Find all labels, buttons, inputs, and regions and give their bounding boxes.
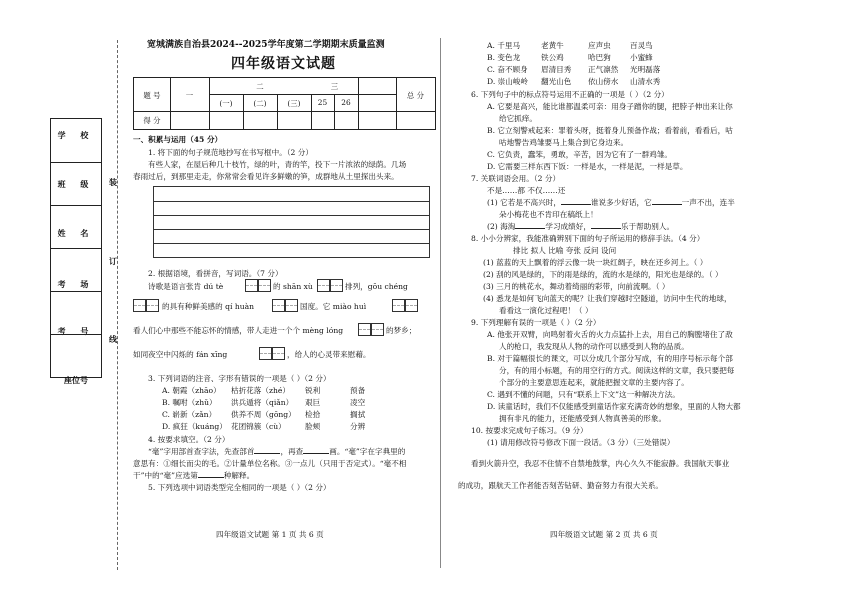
q3-option: 花团锦簇（cù） (231, 422, 286, 431)
q7-answer-blank[interactable] (561, 204, 591, 205)
binding-char: 线 (109, 334, 117, 344)
q5-option: C. 奋不顾身 (487, 65, 528, 74)
score-col-header: 一 (185, 91, 194, 100)
q3-option: 艰巨 (305, 398, 321, 407)
page-footer: 四年级语文试题 第 2 页 共 6 页 (550, 530, 658, 539)
score-sub-col: (三) (287, 99, 301, 108)
q3-option: A. 朝霞（zhāo） (162, 386, 221, 395)
q1-passage: 春雨过后，到那里走走，你常常会看见许多鲜嫩的笋，成群地从土里探出头来。 (133, 172, 399, 181)
q4-text: 种解释。 (223, 471, 255, 480)
q7-answer-blank[interactable] (652, 204, 682, 205)
q2-line: 的 shān xù (273, 282, 313, 291)
pinyin-answer-box[interactable] (371, 323, 384, 336)
q9-option: 个部分的主要意思连起来，就能把握文章的主要内容了。 (499, 378, 689, 387)
q6-option: A. 它要是高兴，能比谁都温柔可亲：用身子蹭你的腿，把脖子伸出来让你 (487, 102, 733, 111)
pinyin-answer-box[interactable] (285, 299, 298, 312)
q7-text: (2) 海淘 (487, 222, 516, 231)
q5-option: 应声虫 (588, 41, 611, 50)
exam-subtitle: 四年级语文试题 (231, 56, 336, 72)
section-heading: 一、积累与运用（45 分） (133, 135, 223, 144)
q3-option: 供养不周（gōng） (231, 410, 296, 419)
q4-text: 干”中的“毫”应选第 (133, 471, 198, 480)
q7-answer-blank[interactable] (591, 228, 621, 229)
q3-option: C. 崭新（zǎn） (162, 410, 217, 419)
question-6: 6. 下列句子中的标点符号运用不正确的一项是（ ）（2 分） (471, 90, 669, 99)
q9-option: 人的枪口，我发现从人物的动作可以感受到人物的品质。 (499, 342, 689, 351)
q2-line: 的具有种鲜美感的 qí huàn (162, 302, 255, 311)
q2-line: 如同夜空中闪烁的 fán xīng (133, 350, 228, 359)
question-7: 7. 关联词语会用。（2 分） (471, 174, 561, 183)
binding-line (117, 40, 118, 570)
score-sub-col: (二) (253, 99, 267, 108)
q7-text: 朵小梅花也不肯印在稿纸上！ (499, 210, 598, 219)
exam-title: 宽城满族自治县2024--2025学年度第二学期期末质量监测 (147, 40, 385, 50)
q5-option: 光明磊落 (630, 65, 661, 74)
q9-option: A. 他张开双臂，向鸣射着火舌的火力点猛扑上去，用自己的胸膛堵住了敌 (487, 330, 733, 339)
score-table (133, 77, 436, 130)
q8-word-bank: 排比 拟人 比喻 夸张 反问 设问 (513, 246, 617, 255)
pinyin-answer-box[interactable] (330, 279, 343, 292)
binding-char: 装 (109, 177, 117, 187)
q7-text: 学习成绩好， (545, 222, 591, 231)
q5-option: 翻光山色 (541, 77, 572, 86)
label-exam-room: 考 场 (57, 279, 95, 289)
q10-passage: 看到火箭升空，我忍不住情不自禁地鼓掌，内心久久不能寂静。我国航天事业 (471, 459, 730, 468)
q4-text: 画。“毫”字在字典里的 (329, 447, 406, 456)
q6-option: B. 它立刻警戒起来：罪着头呀，挺着身儿预备作战；看着前，看看后，咕 (487, 126, 733, 135)
q3-option: D. 疯狂（kuáng） (162, 422, 227, 431)
q7-word-bank: 不是……都 不仅……还 (487, 186, 566, 195)
q4-text: “毫”字用部首查字法，先查部首 (148, 447, 255, 456)
question-1: 1. 将下面的句子规范地抄写在书写框中。（2 分） (148, 148, 313, 157)
label-exam-number: 考 号 (57, 326, 95, 336)
q3-option: 洪兵遁将（qiǎn） (231, 398, 294, 407)
q4-text: 意思有：①细长而尖的毛。②计量单位名称。③一点儿（只用于否定式）。“毫不相 (133, 459, 407, 468)
q5-option: 小蜜蜂 (630, 53, 653, 62)
q9-option: 分，有的用小标题，有的用空行的方式。阅读这样的文章，我只要把每 (499, 366, 735, 375)
pinyin-answer-box[interactable] (358, 323, 371, 336)
q6-option: C. 它负责，蠢笨，勇敢，辛苦，因为它有了一群鸡雏。 (487, 150, 673, 159)
pinyin-answer-box[interactable] (272, 299, 285, 312)
score-sub-col: 25 (317, 98, 328, 107)
q5-option: 哈巴狗 (588, 53, 611, 62)
q5-option: D. 崇山峻岭 (487, 77, 529, 86)
q7-text: 一声不出，连半 (681, 198, 735, 207)
label-seat-number: 座位号 (64, 375, 88, 385)
q3-option: 搁拭 (350, 410, 366, 419)
q10-passage: 的成功，跟航天工作者能否刻苦钻研、勤奋努力有很大关系。 (458, 481, 664, 490)
question-5: 5. 下列选项中词语类型完全相同的一项是（ ）（2 分） (148, 483, 331, 492)
q3-option: 分辨 (350, 422, 366, 431)
score-col-header: 三 (330, 82, 339, 91)
question-4: 4. 按要求填空。（2 分） (148, 435, 230, 444)
q5-option: 眉清目秀 (541, 65, 572, 74)
q4-text: ，再查 (280, 447, 304, 456)
q8-item: (1) 蓝蓝的天上飘着的浮云像一块一块红绸子，映在还乡河上。（ ） (483, 258, 708, 267)
q10-item: (1) 请用修改符号修改下面一段话。（3 分）（三处错误） (487, 438, 675, 447)
page-footer: 四年级语文试题 第 1 页 共 6 页 (216, 530, 324, 539)
pinyin-answer-box[interactable] (392, 299, 405, 312)
q6-option: D. 它需要三样东西下饭：一样是水，一样是泥，一样是草。 (487, 162, 688, 171)
q3-option: 检拾 (305, 410, 321, 419)
q7-text: (1) 它若是不高兴时， (487, 198, 561, 207)
score-col-header: 二 (256, 82, 264, 91)
q2-line: 诗歌是语言张肯 dú tè (148, 282, 224, 291)
pinyin-answer-box[interactable] (258, 279, 271, 292)
handwriting-box[interactable] (153, 186, 430, 258)
q3-option: 脸颊 (305, 422, 321, 431)
question-10: 10. 按要求完成句子练习。（9 分） (471, 426, 588, 435)
q3-option: 预备 (350, 386, 366, 395)
q2-line: ，给人的心灵带来慰藉。 (287, 350, 371, 359)
q5-option: A. 千里马 (487, 41, 521, 50)
pinyin-answer-box[interactable] (133, 299, 146, 312)
q5-option: 老黄牛 (541, 41, 564, 50)
q9-option: 拥有非凡的能力，还能感受到人物真善美的形象。 (499, 414, 667, 423)
student-info-table (50, 118, 102, 385)
q4-answer-blank[interactable] (198, 477, 224, 478)
q8-item: (4) 悉龙是如何飞向蓝天的呢？让我们穿越时空隧道，访问中生代的地球， (483, 294, 732, 303)
question-3: 3. 下列词语的注音、字形有错误的一项是（ ）（2 分） (148, 374, 331, 383)
q8-item: 看看这一演化过程吧！（ ） (499, 306, 593, 315)
q3-option: 锐利 (305, 386, 321, 395)
label-name: 姓 名 (57, 228, 95, 238)
q2-line: 的梦乡； (386, 326, 417, 335)
q8-item: (3) 三月的桃花水，舞动着绮丽的彩带，向前流啊。（ ） (483, 282, 670, 291)
pinyin-answer-box[interactable] (317, 279, 330, 292)
q5-option: 依山傍水 (588, 77, 619, 86)
score-sub-col: (一) (219, 99, 233, 108)
score-row-label: 题 号 (143, 91, 161, 100)
q7-answer-blank[interactable] (515, 228, 545, 229)
q7-text: 乐于帮助别人。 (620, 222, 675, 231)
question-8: 8. 小小分辨家，我能准确辨别下面的句子所运用的修辞手法。（4 分） (471, 234, 705, 243)
q9-option: D. 读童话时，我们不仅能感受到童话作家充满奇妙的想象，里面的人物大都 (487, 402, 741, 411)
q7-text: 谁说多少好话，它 (590, 198, 652, 207)
label-school: 学 校 (57, 130, 95, 140)
q4-answer-blank[interactable] (254, 453, 280, 454)
score-col-header: 总 分 (406, 91, 425, 100)
q5-option: 山清水秀 (630, 77, 661, 86)
q5-option: 正气凛然 (588, 65, 619, 74)
question-2: 2. 根据语境，看拼音，写词语。（7 分） (148, 269, 283, 278)
q6-option: 咕地警告鸡雏要马上集合到它身边来。 (499, 138, 629, 147)
q6-option: 给它抓痒。 (499, 114, 537, 123)
q4-answer-blank[interactable] (303, 453, 329, 454)
q2-line: 排列，gōu chéng (345, 282, 408, 291)
q3-option: 凌空 (350, 398, 366, 407)
pinyin-answer-box[interactable] (405, 299, 418, 312)
pinyin-answer-box[interactable] (259, 347, 272, 360)
page-divider (440, 38, 441, 568)
score-row-label: 得 分 (143, 116, 161, 125)
label-class: 班 级 (57, 179, 95, 189)
q2-line: 国度。它 miào huì (300, 302, 367, 311)
q1-passage: 有些人家，在屋后种几十枝竹，绿的叶，青的竿，投下一片浓浓的绿荫。几场 (148, 160, 407, 169)
question-9: 9. 下列理解有误的一项是（ ）（2 分） (471, 318, 601, 327)
q9-option: C. 遇到不懂的问题，只有“联系上下文”这一种解决方法。 (487, 390, 680, 399)
q3-option: B. 嘱咐（zhǔ） (162, 398, 217, 407)
q5-option: 铁公鸡 (541, 53, 564, 62)
q5-option: B. 变色龙 (487, 53, 521, 62)
q2-line: 看人们心中那些不能忘怀的情感，带人走进一个个 mèng lóng (133, 326, 344, 335)
q3-option: 枯折花落（zhé） (231, 386, 290, 395)
pinyin-answer-box[interactable] (146, 299, 159, 312)
q9-option: B. 对于篇幅很长的课文，可以分成几个部分写成，有的用序号标示每个部 (487, 354, 733, 363)
q8-item: (2) 刮的风是绿的，下的雨是绿的，流的水是绿的，阳光也是绿的。（ ） (483, 270, 723, 279)
q5-option: 百灵鸟 (630, 41, 653, 50)
pinyin-answer-box[interactable] (245, 279, 258, 292)
score-sub-col: 26 (341, 98, 351, 107)
pinyin-answer-box[interactable] (272, 347, 285, 360)
binding-char: 订 (109, 256, 117, 266)
